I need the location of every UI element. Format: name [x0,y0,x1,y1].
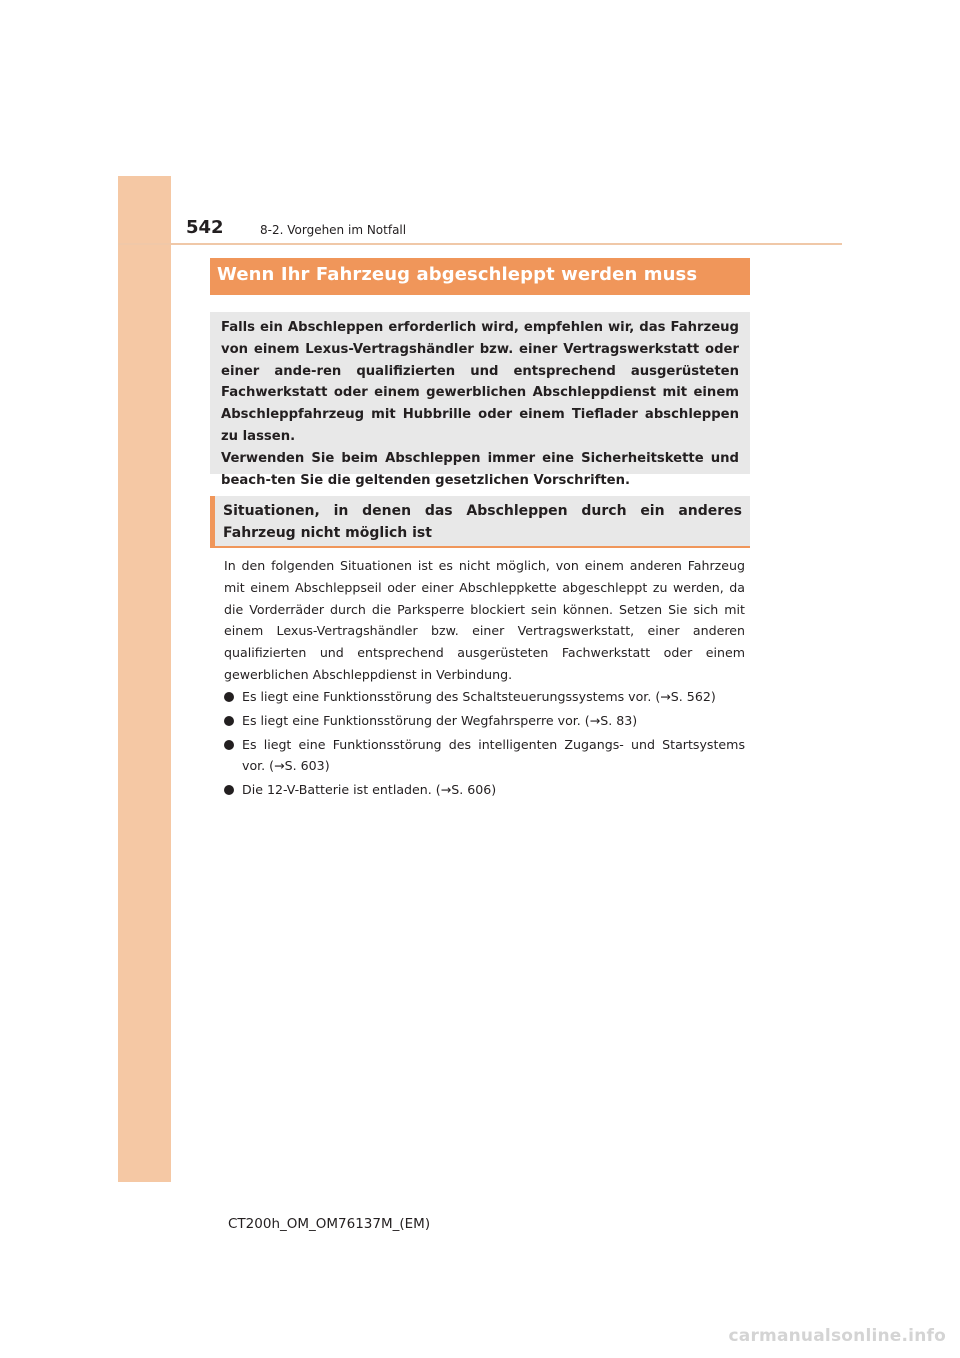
bullet-icon [224,740,234,750]
bullet-icon [224,716,234,726]
subsection-heading: Situationen, in denen das Abschleppen durch ein anderes Fahrzeug nicht möglich ist [223,503,742,541]
intro-paragraph-1: Falls ein Abschleppen erforderlich wird, empfehlen wir, das Fahrzeug von einem Lexus-Vertragshändler bzw. einer Vertragswerkstatt oder einer ande-ren qualifizierten und entsprechend ausgerüsteten Fachwerkstatt oder einem gewerblichen Abschleppdienst mit einem Abschleppfahrzeug mit Hubbrille oder einem Tieflader abschleppen zu lassen. [221,320,739,444]
intro-box [210,312,750,488]
list-item-text: Es liegt eine Funktionsstörung des Schaltsteuerungssystems vor. (→S. 562) [242,689,716,704]
subsection-body: In den folgenden Situationen ist es nicht möglich, von einem anderen Fahrzeug mit einem Abschleppseil oder einer Abschleppkette abgeschleppt zu werden, da die Vorderräder durch die Parksperre blockiert sein können. Setzen Sie sich mit einem Lexus-Vertragshändler bzw. einer Vertragswerkstatt, einer anderen qualifizierten und entsprechend ausgerüsteten Fachwerkstatt oder einem gewerblichen Abschleppdienst in Verbindung. [224,558,745,682]
manual-code: CT200h_OM_OM76137M_(EM) [228,1216,431,1232]
section-title-bar [210,258,750,295]
intro-paragraph-2: Verwenden Sie beim Abschleppen immer eine Sicherheitskette und beach-ten Sie die geltenden gesetzlichen Vorschriften. [221,450,739,488]
list-item [224,734,745,778]
subsection-heading-box [210,496,750,548]
list-item-text: Es liegt eine Funktionsstörung des intelligenten Zugangs- und Startsystems vor. (→S. 603) [242,736,745,774]
list-item [224,710,745,732]
bullet-icon [224,692,234,702]
section-label: 8-2. Vorgehen im Notfall [260,223,407,237]
list-item-text: Die 12-V-Batterie ist entladen. (→S. 606) [242,782,497,798]
watermark: carmanualsonline.info [728,1326,946,1346]
bullet-icon [224,785,234,795]
condition-list [224,686,745,803]
side-strip [118,176,171,1182]
header-rule [118,243,842,245]
section-title: Wenn Ihr Fahrzeug abgeschleppt werden muss [217,264,698,285]
list-item-text: Es liegt eine Funktionsstörung der Wegfahrsperre vor. (→S. 83) [242,712,638,728]
page-number: 542 [186,217,224,238]
list-item [224,779,745,801]
list-item [224,686,745,708]
